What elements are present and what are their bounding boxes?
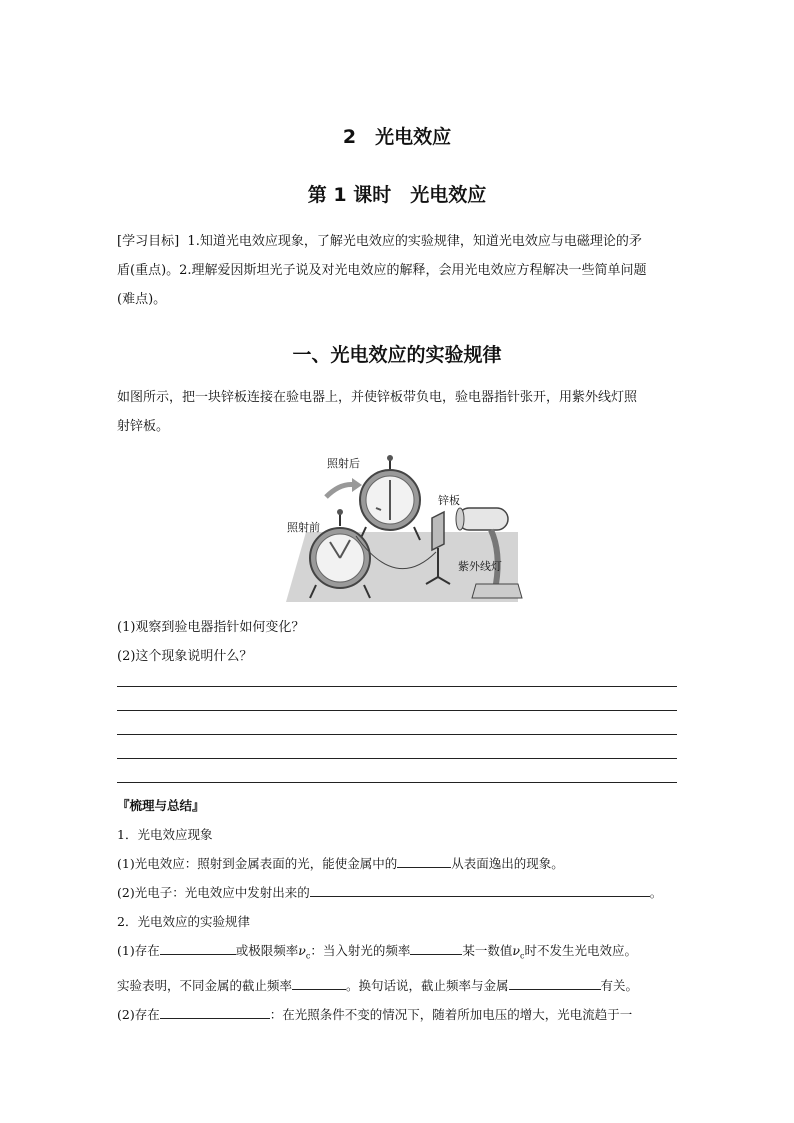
objectives-tag: [学习目标]: [117, 234, 180, 249]
intro-line1: 如图所示，把一块锌板连接在验电器上，并使锌板带负电，验电器指针张开，用紫外线灯照: [117, 390, 638, 405]
summary-item-1-2: (2)光电子：光电效应中发射出来的 。: [117, 878, 679, 907]
label-after: 照射后: [327, 457, 360, 470]
experiment-figure: [286, 452, 526, 608]
summary-item-2-3: (2)存在 ：在光照条件不变的情况下，随着所加电压的增大，光电流趋于一: [117, 1000, 679, 1029]
fill-blank[interactable]: [292, 975, 346, 990]
summary-item-2-2: 实验表明，不同金属的截止频率 。换句话说，截止频率与金属 有关。: [117, 971, 679, 1000]
summary-item-2: 2．光电效应的实验规律: [117, 914, 250, 929]
objectives-line3: (难点)。: [117, 292, 167, 307]
objectives-line1: 1.知道光电效应现象，了解光电效应的实验规律，知道光电效应与电磁理论的矛: [187, 234, 642, 249]
fill-blank[interactable]: [160, 940, 236, 955]
intro-paragraph: [117, 383, 679, 441]
summary-item-1: 1．光电效应现象: [117, 827, 213, 842]
question-1: (1)观察到验电器指针如何变化？: [117, 620, 305, 635]
answer-line[interactable]: [117, 758, 677, 759]
label-zinc: 锌板: [438, 494, 460, 507]
summary-item-2-1: (1)存在 或极限频率$\nu_c$：当入射光的频率 某一数值$\nu_c$时不发生光电效应。: [117, 936, 679, 971]
question-2: (2)这个现象说明什么？: [117, 649, 253, 664]
lesson-subtitle: 第 1 课时 光电效应: [307, 184, 487, 206]
fill-blank[interactable]: [410, 940, 462, 955]
electroscope-after: [360, 455, 420, 540]
answer-line[interactable]: [117, 734, 677, 735]
learning-objectives: [117, 227, 679, 314]
fill-blank[interactable]: [310, 882, 650, 897]
answer-line[interactable]: [117, 710, 677, 711]
answer-line[interactable]: [117, 782, 677, 783]
questions: [117, 613, 679, 671]
experiment-illustration: [286, 452, 526, 608]
objectives-line2: 盾(重点)。2.理解爱因斯坦光子说及对光电效应的解释，会用光电效应方程解决一些简单问题: [117, 263, 647, 278]
intro-line2: 射锌板。: [117, 419, 170, 434]
fill-blank[interactable]: [397, 853, 451, 868]
summary-block: [117, 791, 679, 1029]
label-before: 照射前: [287, 521, 320, 534]
fill-blank[interactable]: [509, 975, 601, 990]
summary-item-1-1: (1)光电效应：照射到金属表面的光，能使金属中的 从表面逸出的现象。: [117, 849, 679, 878]
lesson-title: 2 光电效应: [342, 126, 452, 148]
answer-line[interactable]: [117, 686, 677, 687]
fill-blank[interactable]: [160, 1004, 270, 1019]
section-heading: 一、光电效应的实验规律: [292, 344, 502, 366]
label-uv-lamp: 紫外线灯: [458, 560, 502, 573]
summary-heading: 『梳理与总结』: [117, 798, 205, 813]
